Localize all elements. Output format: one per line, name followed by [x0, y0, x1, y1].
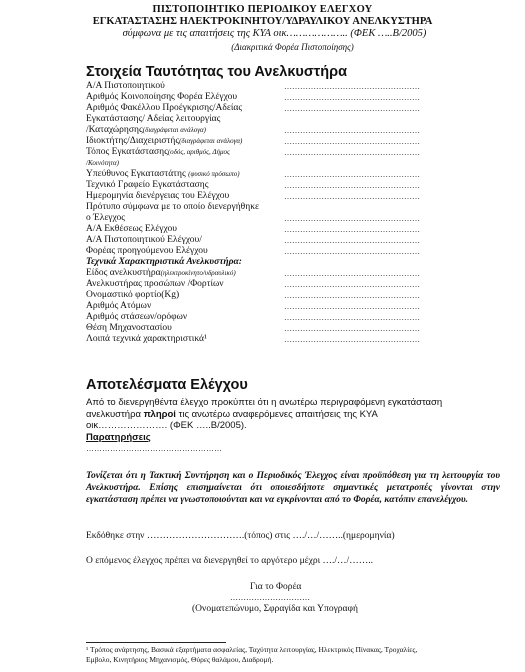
field-row	[86, 136, 506, 147]
field-label	[86, 92, 237, 103]
field-value-placeholder: ……………………………………………	[284, 126, 420, 135]
field-label-text: Ιδιοκτήτης/Διαχειριστής	[86, 136, 180, 146]
results-line-3: οικ…………………. (ΦΕΚ …..Β/2005).	[86, 420, 247, 431]
field-label	[86, 334, 207, 345]
field-value-placeholder: ……………………………………………	[284, 82, 420, 91]
field-label-text: Είδος ανελκυστήρα	[86, 268, 161, 278]
field-label-text: Εγκατάστασης/ Αδείας λειτουργίας	[86, 114, 221, 124]
issued-line: Εκδόθηκε στην ………………………….(τόπος) στις …./…/……..(ημερομηνία)	[86, 531, 395, 541]
field-label-text: Αριθμός Φακέλλου Πρoέγκρισης/Αδείας	[86, 103, 243, 113]
field-row	[86, 202, 506, 213]
field-row	[86, 301, 506, 312]
results-line-2	[86, 409, 486, 421]
legal-reference: σύμφωνα με τις απαιτήσεις της ΚΥΑ οικ……………….. (ΦΕΚ …..Β/2005)	[122, 28, 427, 39]
field-label	[86, 323, 172, 334]
field-row	[86, 323, 506, 334]
field-label-text: Α/Α Πιστοποιητικού Ελέγχου/	[86, 235, 202, 245]
technical-characteristics-title: Τεχνικά Χαρακτηριστικά Ανελκυστήρα:	[86, 257, 242, 267]
field-row	[86, 147, 506, 158]
field-label	[86, 180, 209, 191]
field-label	[86, 125, 206, 136]
field-label-text: Α/Α Πιστοποιητικού	[86, 81, 165, 91]
field-row	[86, 92, 506, 103]
field-row	[86, 224, 506, 235]
footnote-line-1: ¹ Τρόπος ανάρτησης, Βασικά εξαρτήματα ασφαλείας, Ταχύτητα λειτουργίας, Ηλεκτρικός Πίνακας, Τροχαλίες,	[86, 645, 418, 654]
field-row	[86, 334, 506, 345]
field-label	[86, 312, 187, 323]
field-label	[86, 136, 242, 147]
field-label	[86, 279, 224, 290]
field-label-text: Τόπος Εγκατάστασης	[86, 147, 168, 157]
field-label-text: Α/Α Εκθέσεως Ελέγχου	[86, 224, 177, 234]
field-row	[86, 213, 506, 224]
field-value-placeholder: ……………………………………………	[284, 104, 420, 113]
results-line-1: Από το διενεργηθέντα έλεγχο προκύπτει ότι η ανωτέρω περιγραφόμενη εγκατάσταση	[86, 397, 443, 408]
field-row	[86, 312, 506, 323]
field-label-text: Υπεύθυνος Εγκαταστάτης	[86, 169, 189, 179]
field-row	[86, 235, 506, 246]
fulfils-word: πληροί	[143, 408, 176, 420]
field-label-text: Θέση Μηχανοστασίου	[86, 323, 172, 333]
certificate-subtitle: ΕΓΚΑΤΑΣΤΑΣΗΣ ΗΛΕΚΤΡΟΚΙΝΗΤΟΥ/ΥΔΡΑΥΛΙΚΟΥ ΑΝΕΛΚΥΣΤΗΡΑ	[92, 16, 433, 27]
field-label-text: Αριθμός στάσεων/ορόφων	[86, 312, 188, 322]
remarks-dots: ……………………………………………	[86, 444, 222, 453]
field-row	[86, 103, 506, 114]
footnote-separator	[86, 642, 226, 643]
field-value-placeholder: ……………………………………………	[284, 302, 420, 311]
field-label-text: Αριθμός Κοινοποίησης Φορέα Ελέγχου	[86, 92, 238, 102]
field-row	[86, 158, 506, 169]
field-value-placeholder: ……………………………………………	[284, 291, 420, 300]
field-label-text: Λοιπά τεχνικά χαρακτηριστικά¹	[86, 334, 207, 344]
results-line-2a: ανελκυστήρα	[86, 408, 144, 420]
certification-body-marks: (Διακριτικά Φορέα Πιστοποίησης)	[231, 42, 354, 52]
field-note: /Κοινότητα)	[86, 159, 119, 167]
field-note: (φυσικό πρόσωπο)	[188, 170, 240, 178]
field-label-text: Ονομαστικό φορτίο(Kg)	[86, 290, 180, 300]
results-paragraph	[86, 397, 486, 455]
remarks-label: Παρατηρήσεις	[86, 431, 151, 443]
field-label	[86, 268, 236, 279]
field-label	[86, 147, 230, 158]
field-label-text: /Καταχώρησης	[86, 125, 143, 135]
field-value-placeholder: ……………………………………………	[284, 148, 420, 157]
field-label-text: Αριθμός Ατόμων	[86, 301, 152, 311]
field-value-placeholder: ……………………………………………	[284, 181, 420, 190]
field-label-text: Τεχνικό Γραφείο Εγκατάστασης	[86, 180, 209, 190]
field-row	[86, 125, 506, 136]
field-label	[86, 81, 165, 92]
field-value-placeholder: ……………………………………………	[284, 313, 420, 322]
for-body-label: Για το Φορέα	[250, 582, 302, 592]
field-value-placeholder: ……………………………………………	[284, 247, 420, 256]
identity-fields	[86, 81, 506, 345]
field-value-placeholder: ……………………………………………	[284, 324, 420, 333]
certificate-title: ΠΙΣΤΟΠΟΙΗΤΙΚΟ ΠΕΡΙΟΔΙΚΟΥ ΕΛΕΓΧΟΥ	[152, 4, 373, 15]
footnote-line-2: Εμβολο, Κινητήριος Μηχανισμός, Θύρες θαλάμου, Διαδρομή.	[86, 655, 274, 664]
results-section-title: Αποτελέσματα Ελέγχου	[86, 377, 248, 393]
maintenance-notice: Τονίζεται ότι η Τακτική Συντήρηση και ο Περιοδικός Έλεγχος είναι προϋπόθεση για τη λειτουργία του Ανελκυστήρα. Επίσης επισημαίνεται ότι οποιεσδήποτε σημαντικές μετατροπές γίνονται στην εγκατάσταση πρέπει να γνωστοποιούνται και να εγκρίνονται από το Φορέα, κατόπιν επανελέγχου.	[86, 471, 500, 505]
field-label	[86, 235, 202, 246]
field-row	[86, 169, 506, 180]
field-value-placeholder: ……………………………………………	[284, 225, 420, 234]
field-row	[86, 114, 506, 125]
field-row	[86, 81, 506, 92]
footnote	[86, 645, 506, 665]
field-value-placeholder: ……………………………………………	[284, 137, 420, 146]
field-value-placeholder: ……………………………………………	[284, 335, 420, 344]
results-line-2c: τις ανωτέρω αναφερόμενες απαιτήσεις της ΚΥΑ	[175, 408, 378, 420]
field-label	[86, 191, 229, 202]
field-label	[86, 290, 179, 301]
field-row	[86, 191, 506, 202]
field-label-text: Ημερομηνία διενέργειας του Ελέγχου	[86, 191, 230, 201]
field-value-placeholder: ……………………………………………	[284, 93, 420, 102]
field-note: (ηλεκτροκίνητο/υδραυλικό)	[160, 269, 236, 277]
field-row	[86, 246, 506, 257]
field-label-text: ο Έλεγχος	[86, 213, 126, 223]
field-row	[86, 290, 506, 301]
field-note: (οδός, αριθμός, Δήμος	[167, 148, 230, 156]
field-value-placeholder: ……………………………………………	[284, 280, 420, 289]
field-value-placeholder: ……………………………………………	[284, 170, 420, 179]
field-value-placeholder: ……………………………………………	[284, 236, 420, 245]
field-row	[86, 268, 506, 279]
field-label	[86, 114, 220, 125]
field-row	[86, 180, 506, 191]
signature-caption: (Ονοματεπώνυμο, Σφραγίδα και Υπογραφή	[192, 604, 358, 614]
field-label	[86, 158, 119, 169]
field-label-text: Πρότυπο σύμφωνα με το οποίο διενεργήθηκε	[86, 202, 259, 212]
field-row	[86, 279, 506, 290]
field-value-placeholder: ……………………………………………	[284, 192, 420, 201]
field-label	[86, 202, 259, 213]
next-check-line: Ο επόμενος έλεγχος πρέπει να διενεργηθεί το αργότερο μέχρι …./…/……..	[86, 556, 373, 566]
field-label-text: Φορέας προηγούμενου Ελέγχου	[86, 246, 208, 256]
field-note: (διαγράφεται ανάλογα)	[179, 137, 243, 145]
field-label	[86, 103, 242, 114]
identity-section-title: Στοιχεία Ταυτότητας του Ανελκυστήρα	[86, 64, 347, 80]
field-label	[86, 246, 208, 257]
field-value-placeholder: ……………………………………………	[284, 269, 420, 278]
field-note: (διαγράφεται ανάλογα)	[142, 126, 207, 134]
field-label	[86, 213, 125, 224]
signature-dots: …………………………	[230, 593, 310, 602]
field-label	[86, 169, 240, 180]
field-label	[86, 301, 151, 312]
field-label-text: Ανελκυστήρας προσώπων /Φορτίων	[86, 279, 224, 289]
field-label	[86, 224, 177, 235]
field-value-placeholder: ……………………………………………	[284, 214, 420, 223]
